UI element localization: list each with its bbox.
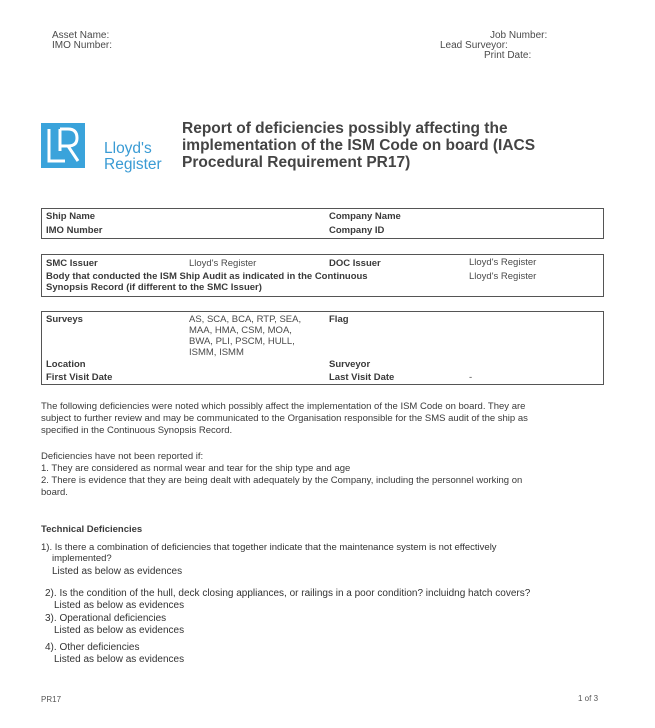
doc-issuer-value: Lloyd's Register (469, 257, 537, 268)
location-label: Location (46, 359, 86, 370)
not-reported-heading: Deficiencies have not been reported if: (41, 451, 204, 462)
question-4: 4). Other deficiencies (45, 642, 140, 653)
not-reported-item-cont: board. (41, 487, 68, 498)
imo-number-label: IMO Number: (52, 40, 113, 51)
surveys-line: ISMM, ISMM (189, 347, 244, 358)
surveys-line: MAA, HMA, CSM, MOA, (189, 325, 292, 336)
last-visit-date-value: - (469, 372, 473, 383)
intro-line: specified in the Continuous Synopsis Record. (41, 425, 233, 436)
question-1-cont: implemented? (52, 553, 112, 564)
logo-line2: Register (104, 156, 162, 173)
intro-line: subject to further review and may be communicated to the Organisation responsible for the SMS audit of the ship as (41, 413, 528, 424)
question-2: 2). Is the condition of the hull, deck closing appliances, or railings in a poor condition? incluidng hatch covers? (45, 588, 531, 599)
footer-page-number: 1 of 3 (578, 694, 599, 703)
ship-info-box (41, 208, 604, 239)
question-3-answer: Listed as below as evidences (54, 625, 185, 636)
surveys-line: BWA, PLI, PSCM, HULL, (189, 336, 295, 347)
surveyor-label: Surveyor (329, 359, 371, 370)
print-date-label: Print Date: (484, 50, 532, 61)
report-title: Report of deficiencies possibly affecting the implementation of the ISM Code on board (IACS Procedural Requirement PR17) (182, 120, 536, 171)
logo-wordmark (104, 141, 162, 173)
audit-body-value: Lloyd's Register (469, 271, 537, 282)
not-reported-section (41, 451, 631, 499)
survey-info-box (41, 311, 604, 385)
first-visit-date-label: First Visit Date (46, 372, 113, 383)
lloyds-register-logo-icon (41, 123, 85, 168)
logo-line1: Lloyd's (104, 140, 152, 157)
question-1: 1). Is there a combination of deficiencies that together indicate that the maintenance system is not effectively (41, 542, 497, 553)
surveys-label: Surveys (46, 314, 83, 325)
technical-deficiencies-heading: Technical Deficiencies (41, 524, 143, 535)
imo-number-field-label: IMO Number (46, 225, 103, 236)
ship-name-label: Ship Name (46, 211, 96, 222)
question-2-answer: Listed as below as evidences (54, 600, 185, 611)
lead-surveyor-label: Lead Surveyor: (440, 40, 508, 51)
asset-name-label: Asset Name: (52, 30, 110, 41)
surveys-value (189, 314, 301, 358)
not-reported-item: 2. There is evidence that they are being dealt with adequately by the Company, including the personnel working on (41, 475, 523, 486)
question-4-answer: Listed as below as evidences (54, 654, 185, 665)
surveys-line: AS, SCA, BCA, RTP, SEA, (189, 314, 302, 325)
last-visit-date-label: Last Visit Date (329, 372, 395, 383)
company-name-label: Company Name (329, 211, 401, 222)
audit-body-label-line2: Synopsis Record (if different to the SMC Issuer) (46, 282, 262, 293)
flag-label: Flag (329, 314, 349, 325)
not-reported-item: 1. They are considered as normal wear and tear for the ship type and age (41, 463, 351, 474)
audit-body-label-line1: Body that conducted the ISM Ship Audit as indicated in the Continuous (46, 271, 368, 282)
footer-doc-code: PR17 (41, 695, 62, 704)
question-3: 3). Operational deficiencies (45, 613, 167, 624)
smc-issuer-label: SMC Issuer (46, 258, 98, 269)
intro-paragraph (41, 401, 631, 437)
intro-line: The following deficiencies were noted which possibly affect the implementation of the ISM Code on board. They are (41, 401, 526, 412)
question-1-answer: Listed as below as evidences (52, 566, 183, 577)
smc-issuer-value: Lloyd's Register (189, 258, 257, 269)
doc-issuer-label: DOC Issuer (329, 258, 381, 269)
company-id-label: Company ID (329, 225, 385, 236)
issuer-info-box (41, 254, 604, 297)
job-number-label: Job Number: (490, 30, 548, 41)
